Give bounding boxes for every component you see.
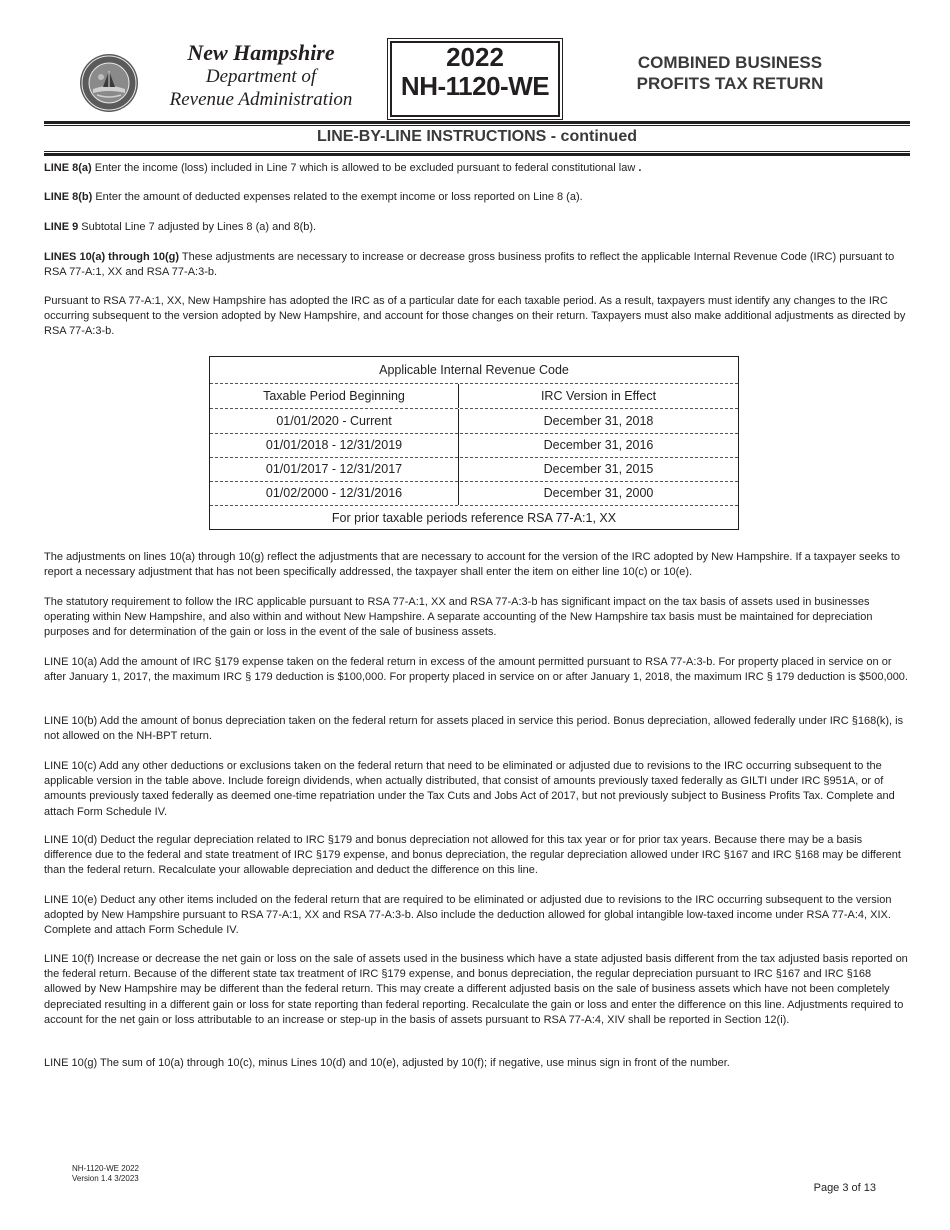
paragraph-line-10d: LINE 10(d) Deduct the regular depreciation related to IRC §179 and bonus depreciation not allowed for this tax year or for prior tax years. Because there may be a basis difference due to the federal and state treatment of IRC §179 expense, and bonus depreciation, the regular depreciation allowed under IRC §167 and IRC §168 may be different than the federal return. Recalculate your allowable depreciation and deduct the difference on this line. — [44, 834, 901, 877]
lines-10-label: LINES 10(a) through 10(g) — [44, 251, 180, 263]
line-9-label: LINE 9 — [44, 221, 79, 233]
footer-form-line: NH-1120-WE 2022 — [72, 1164, 139, 1173]
irc-version-table — [209, 356, 739, 530]
col-header-version: IRC Version in Effect — [540, 389, 657, 403]
form-id-box — [390, 41, 560, 117]
cell-version: December 31, 2000 — [543, 486, 654, 500]
cell-period: 01/01/2020 - Current — [210, 409, 459, 433]
paragraph-line-8a — [44, 161, 910, 176]
paragraph-line-10a: LINE 10(a) Add the amount of IRC §179 expense taken on the federal return in excess of the amount permitted pursuant to RSA 77-A:3-b. For property placed in service on or after January 1, 2017, the maximum IRC § 179 deduction is $100,000. For property placed in service on or after January 1, 2018, the maximum IRC § 179 deduction is $500,000. — [44, 656, 908, 684]
return-title-line1: COMBINED BUSINESS — [637, 53, 823, 72]
paragraph-lines-10 — [44, 250, 910, 280]
paragraph-line-9 — [44, 220, 910, 235]
paragraph-pursuant: Pursuant to RSA 77-A:1, XX, New Hampshire has adopted the IRC as of a particular date for each taxable period. As a result, taxpayers must identify any changes to the IRC occurring subsequent to the version adopted by New Hampshire, and account for those changes on their return. Taxpayers must also make additional adjustments as directed by RSA 77-A:3-b. — [44, 295, 906, 338]
table-row — [210, 481, 738, 506]
line-8a-label: LINE 8(a) — [44, 162, 92, 174]
line-9-text: Subtotal Line 7 adjusted by Lines 8 (a) and 8(b). — [78, 221, 317, 233]
paragraph-adjustments: The adjustments on lines 10(a) through 10(g) reflect the adjustments that are necessary to account for the version of the IRC adopted by New Hampshire. If a taxpayer seeks to report a necessary adjustment that has not been specifically addressed, the taxpayer shall enter the item on either line 10(c) or 10(e). — [44, 551, 901, 579]
form-year: 2022 — [446, 42, 504, 72]
footer-version-line: Version 1.4 3/2023 — [72, 1174, 139, 1183]
cell-version: December 31, 2018 — [543, 414, 654, 428]
table-footer: For prior taxable periods reference RSA 77-A:1, XX — [331, 511, 617, 525]
cell-period: 01/02/2000 - 12/31/2016 — [210, 481, 459, 505]
line-8b-label: LINE 8(b) — [44, 191, 93, 203]
col-header-period: Taxable Period Beginning — [210, 384, 459, 408]
form-id: NH-1120-WE — [400, 71, 550, 101]
paragraph-line-10e: LINE 10(e) Deduct any other items included on the federal return that are required to be eliminated or adjusted due to revisions to the IRC occurring subsequent to the version adopted by New Hampshire pursuant to RSA 77-A:1, XX and RSA 77-A:3-b. Also include the deduction allowed for global intangible low-taxed income under RSA 77-A:4, XIX. Complete and attach Form Schedule IV. — [44, 894, 892, 937]
cell-period: 01/01/2018 - 12/31/2019 — [210, 433, 459, 457]
agency-state: New Hampshire — [187, 40, 335, 65]
cell-version: December 31, 2015 — [543, 462, 654, 476]
section-title: LINE-BY-LINE INSTRUCTIONS - continued — [317, 128, 637, 145]
header-rule-top — [44, 121, 910, 124]
line-8b-text: Enter the amount of deducted expenses related to the exempt income or loss reported on Line 8 (a). — [92, 191, 583, 203]
table-row — [210, 409, 738, 434]
header-rule-top-thin — [44, 125, 910, 126]
return-title-line2: PROFITS TAX RETURN — [636, 74, 824, 93]
return-title — [606, 52, 854, 94]
paragraph-line-8b — [44, 190, 910, 205]
paragraph-statutory: The statutory requirement to follow the IRC applicable pursuant to RSA 77-A:1, XX and RSA 77-A:3-b has significant impact on the tax basis of assets used in businesses operating within New Hampshire, and also within and without New Hampshire. A separate accounting of the New Hampshire tax basis must be maintained for depreciation purposes and for determination of the gain or loss in the event of the sale of business assets. — [44, 596, 873, 639]
lines-10-text: These adjustments are necessary to increase or decrease gross business profits to reflect the applicable Internal Revenue Code (IRC) pursuant to RSA 77-A:1, XX and RSA 77-A:3-b. — [44, 251, 895, 279]
form-version-info — [72, 1164, 139, 1184]
line-8a-text: Enter the income (loss) included in Line 7 which is allowed to be excluded pursuant to federal constitutional law — [91, 162, 636, 174]
state-seal-icon — [79, 53, 139, 113]
agency-name — [150, 40, 372, 111]
table-caption: Applicable Internal Revenue Code — [210, 357, 738, 384]
header-rule-bottom-thin — [44, 151, 910, 152]
table-row — [210, 433, 738, 458]
cell-version: December 31, 2016 — [543, 438, 654, 452]
page-number: Page 3 of 13 — [813, 1182, 876, 1194]
table-header-row — [210, 384, 738, 409]
cell-period: 01/01/2017 - 12/31/2017 — [210, 457, 459, 481]
line-8a-dot: . — [638, 162, 642, 174]
agency-division: Revenue Administration — [169, 89, 353, 110]
paragraph-line-10c: LINE 10(c) Add any other deductions or exclusions taken on the federal return that need to be eliminated or adjusted due to revisions to the IRC occurring subsequent to the applicable version in the table above. Include foreign dividends, when actually distributed, that consist of amounts previously taxed federally as GILTI under IRC §951A, or of amounts previously taxed federally as deemed one-time repatriation under the Tax Cuts and Jobs Act of 2017, but not previously subject to Business Profits Tax. Complete and attach Form Schedule IV. — [44, 760, 895, 818]
agency-department: Department of — [205, 66, 317, 87]
table-row — [210, 457, 738, 482]
paragraph-line-10g: LINE 10(g) The sum of 10(a) through 10(c), minus Lines 10(d) and 10(e), adjusted by 10(f); if negative, use minus sign in front of the number. — [44, 1057, 730, 1069]
paragraph-line-10f: LINE 10(f) Increase or decrease the net gain or loss on the sale of assets used in the business which have a state adjusted basis different from the tax adjusted basis reported on the federal return. Because of the different state tax treatment of IRC §179 expense, and bonus depreciation, the regular depreciation pursuant to IRC §167 and IRC §168 allowed by New Hampshire may be different than the federal return. This may create a different adjusted basis on the sale of business assets which have not been completely depreciated resulting in a different gain or loss for state reporting than federal reporting. Recalculate the gain or loss and enter the difference on this line. Adjustments required to account for the net gain or loss attributable to an increase or step-up in the basis of assets pursuant to RSA 77-A:4, XIV shall be reported in Section 12(i). — [44, 953, 908, 1026]
paragraph-line-10b: LINE 10(b) Add the amount of bonus depreciation taken on the federal return for assets placed in service this period. Bonus depreciation, allowed federally under IRC §168(k), is not allowed on the NH-BPT return. — [44, 715, 904, 743]
header-rule-bottom — [44, 153, 910, 156]
